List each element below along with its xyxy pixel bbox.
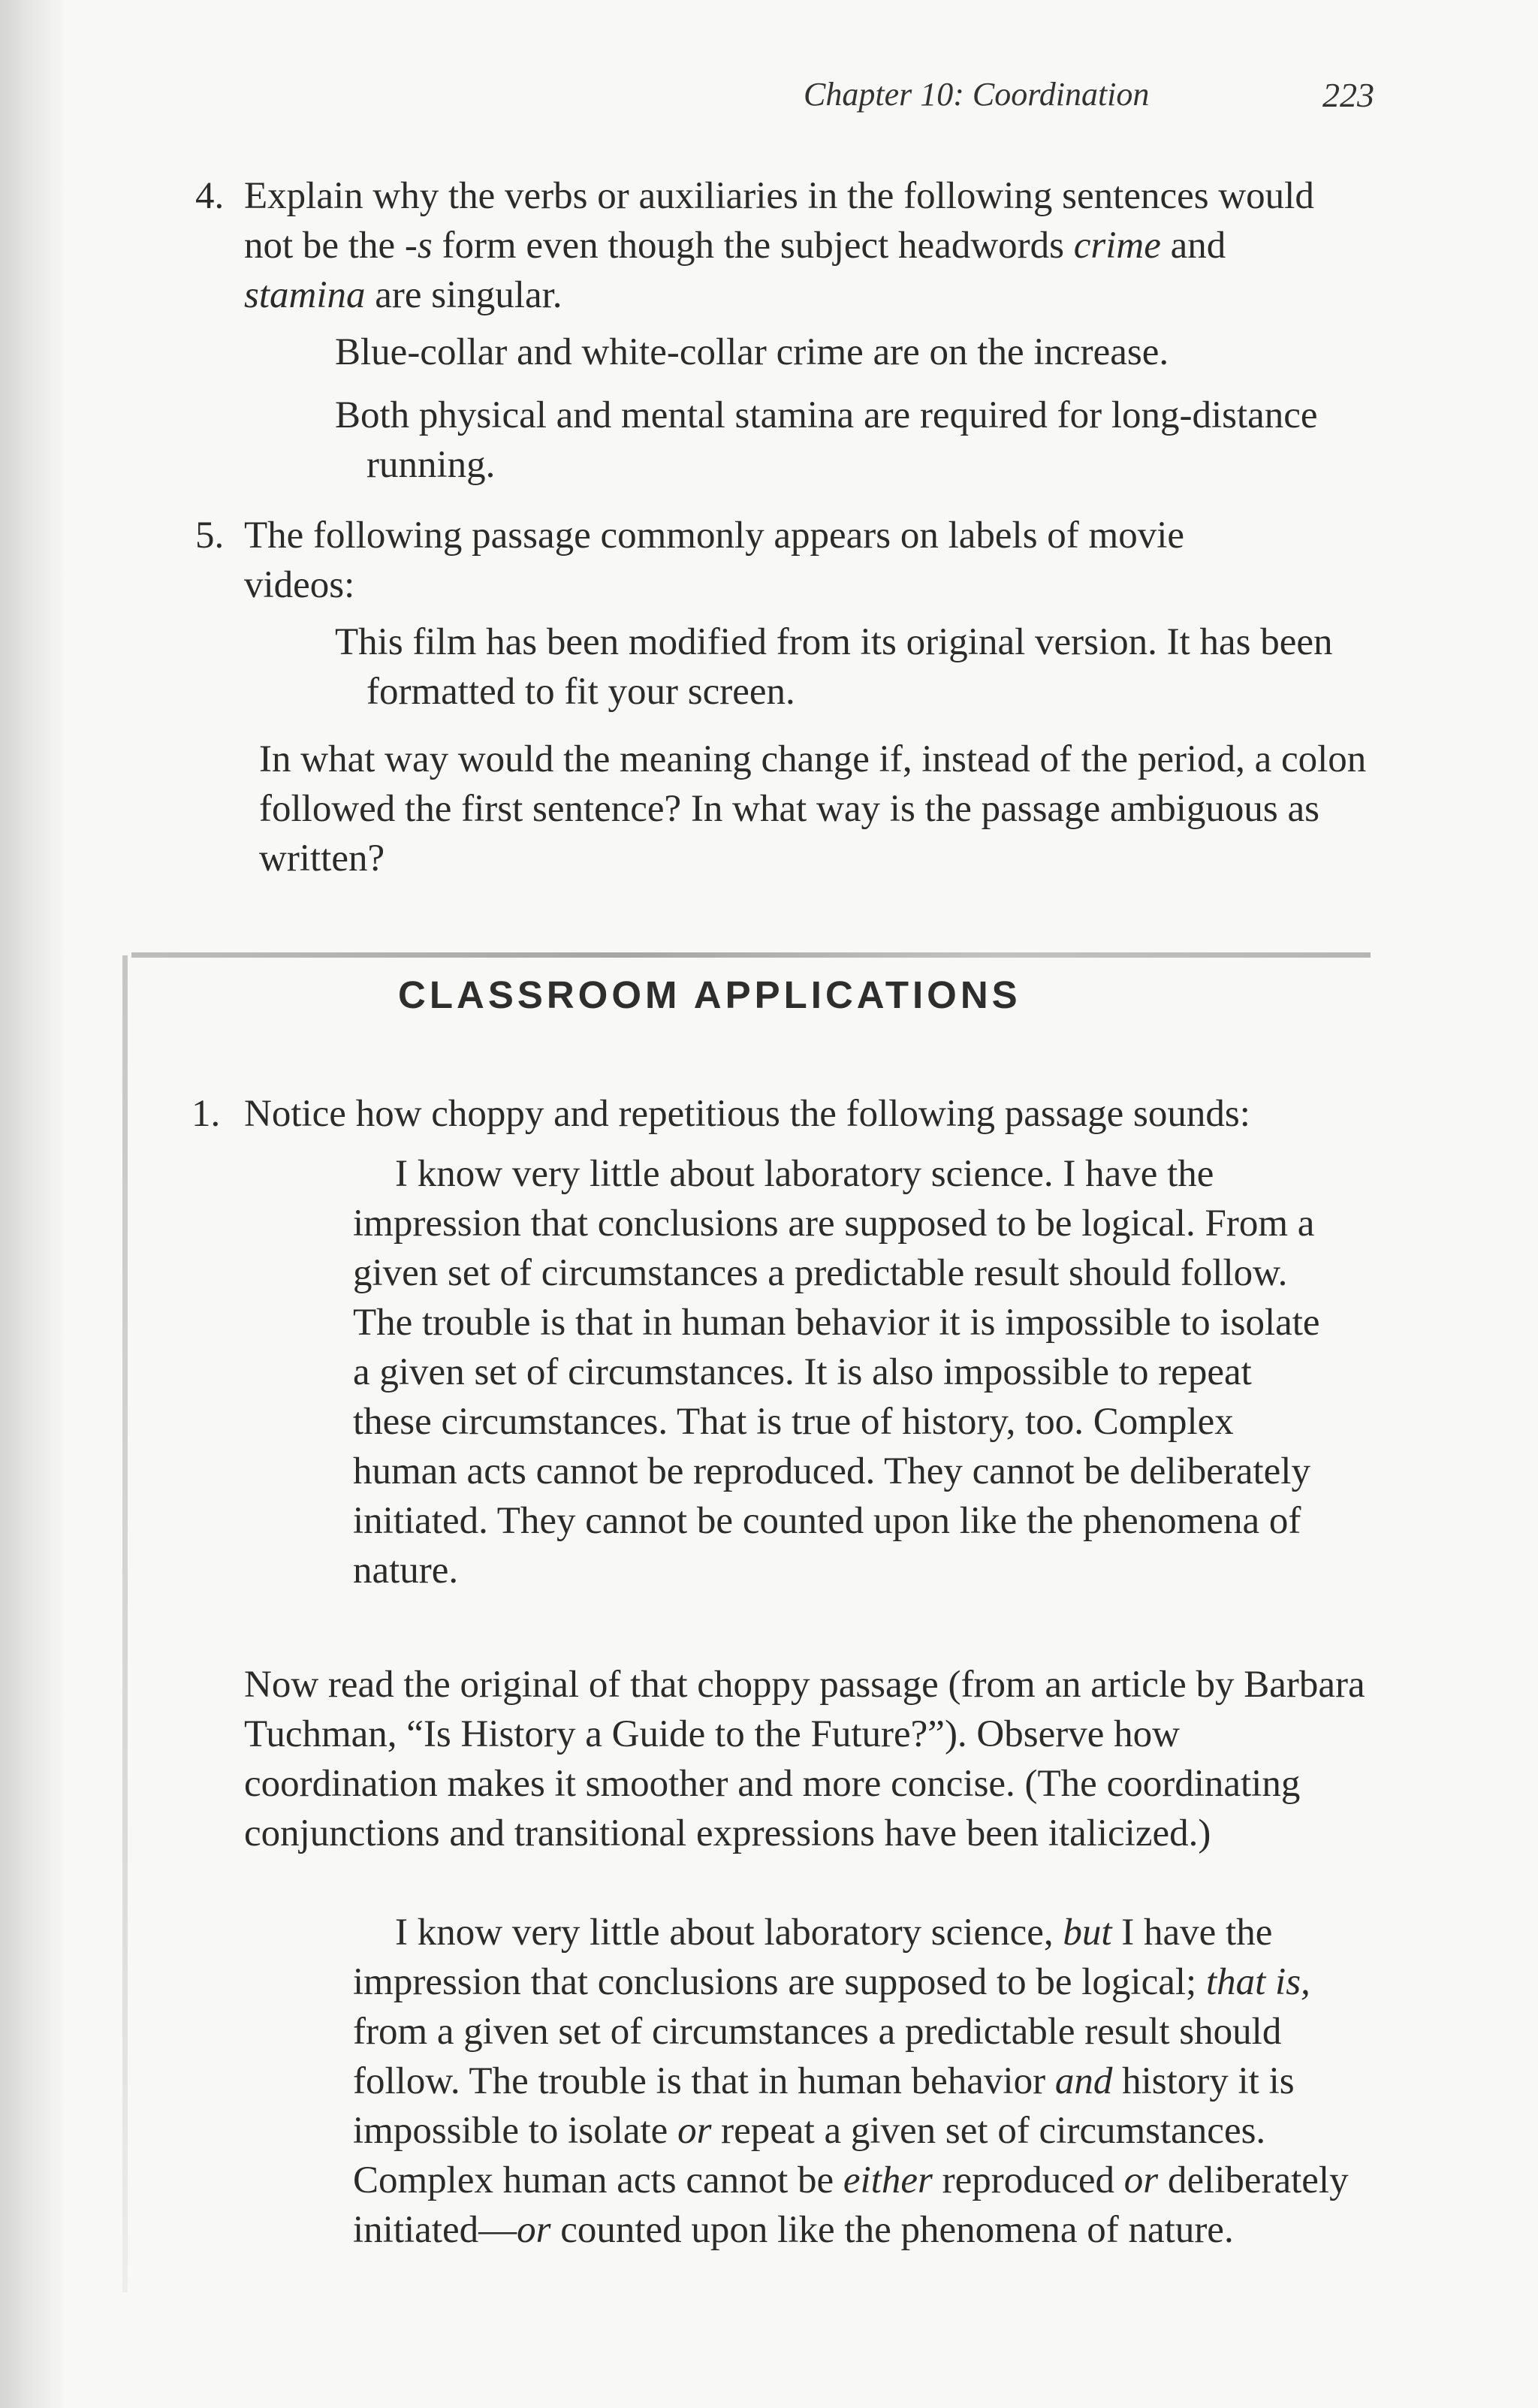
section-left-rule	[122, 955, 128, 2292]
prompt-text: form even though the subject headwords	[432, 225, 1074, 267]
passage-text: history it is impossible to isolate	[353, 2060, 1295, 2152]
item-number-5: 5.	[195, 514, 225, 557]
exercise-4-prompt	[244, 171, 1333, 320]
choppy-passage: I know very little about laboratory science. I have the impression that conclusions are supposed to be logical. From a given set of circumstances a predictable result should follow. The trouble is that in human behavior it is impossible to isolate a given set of circumstances. It is also impossible to repeat these circumstances. That is true of history, too. Complex human acts cannot be reproduced. They cannot be deliberately initiated. They cannot be counted upon like the phenomena of nature.	[353, 1153, 1320, 1592]
passage-text: from a given set of circumstances a predictable result should follow. The trouble is that in human behavior	[353, 2011, 1282, 2102]
prompt-text: Explain why the verbs or auxiliaries in the following sentences would not be the	[244, 175, 1314, 267]
italic-conjunction: or	[677, 2110, 712, 2152]
italic-conjunction: but	[1063, 1912, 1112, 1954]
passage-text: I know very little about laboratory science,	[395, 1912, 1063, 1954]
prompt-italic-stamina: stamina	[244, 274, 366, 316]
exercise-5-question: In what way would the meaning change if, instead of the period, a colon followed the first sentence? In what way is the passage ambiguous as written?	[259, 738, 1367, 880]
example-sentence-1: Blue-collar and white-collar crime are on the increase.	[335, 331, 1169, 373]
prompt-text: and	[1160, 225, 1226, 267]
prompt-italic-s: -s	[404, 225, 433, 267]
page-number: 223	[1322, 76, 1374, 114]
original-passage	[353, 1908, 1374, 2255]
section-title: CLASSROOM APPLICATIONS	[398, 973, 1021, 1016]
italic-conjunction: or	[1123, 2159, 1159, 2201]
italic-conjunction: or	[517, 2209, 551, 2251]
running-header	[751, 75, 1374, 128]
passage-text: deliberately initiated—	[353, 2159, 1349, 2251]
movie-label-quote: This film has been modified from its original version. It has been formatted to fit your screen.	[335, 621, 1333, 713]
item-number-1: 1.	[191, 1093, 221, 1135]
passage-text: repeat a given set of circumstances. Complex human acts cannot be	[353, 2110, 1266, 2201]
exercise-5-prompt: The following passage commonly appears on labels of movie videos:	[244, 514, 1185, 606]
item-number-4: 4.	[195, 175, 225, 217]
italic-transition: that is,	[1205, 1961, 1310, 2003]
passage-text: counted upon like the phenomena of nature.	[550, 2209, 1234, 2251]
prompt-italic-crime: crime	[1073, 225, 1161, 267]
classroom-1-followup: Now read the original of that choppy passage (from an article by Barbara Tuchman, “Is History a Guide to the Future?”). Observe how coordination makes it smoother and more concise. (The coordinating conjunctions and transitional expressions have been italicized.)	[244, 1664, 1365, 1854]
book-spine-shadow	[0, 0, 68, 2408]
italic-conjunction: either	[843, 2159, 933, 2201]
classroom-1-prompt: Notice how choppy and repetitious the following passage sounds:	[244, 1093, 1250, 1135]
italic-conjunction: and	[1054, 2060, 1113, 2102]
chapter-title: Chapter 10: Coordination	[804, 76, 1150, 113]
passage-text: I have the impression that conclusions are supposed to be logical;	[353, 1912, 1273, 2003]
example-sentence-2: Both physical and mental stamina are required for long-distance running.	[335, 394, 1318, 486]
passage-text: reproduced	[932, 2159, 1124, 2201]
prompt-text: are singular.	[365, 274, 562, 316]
section-top-rule	[131, 952, 1371, 958]
